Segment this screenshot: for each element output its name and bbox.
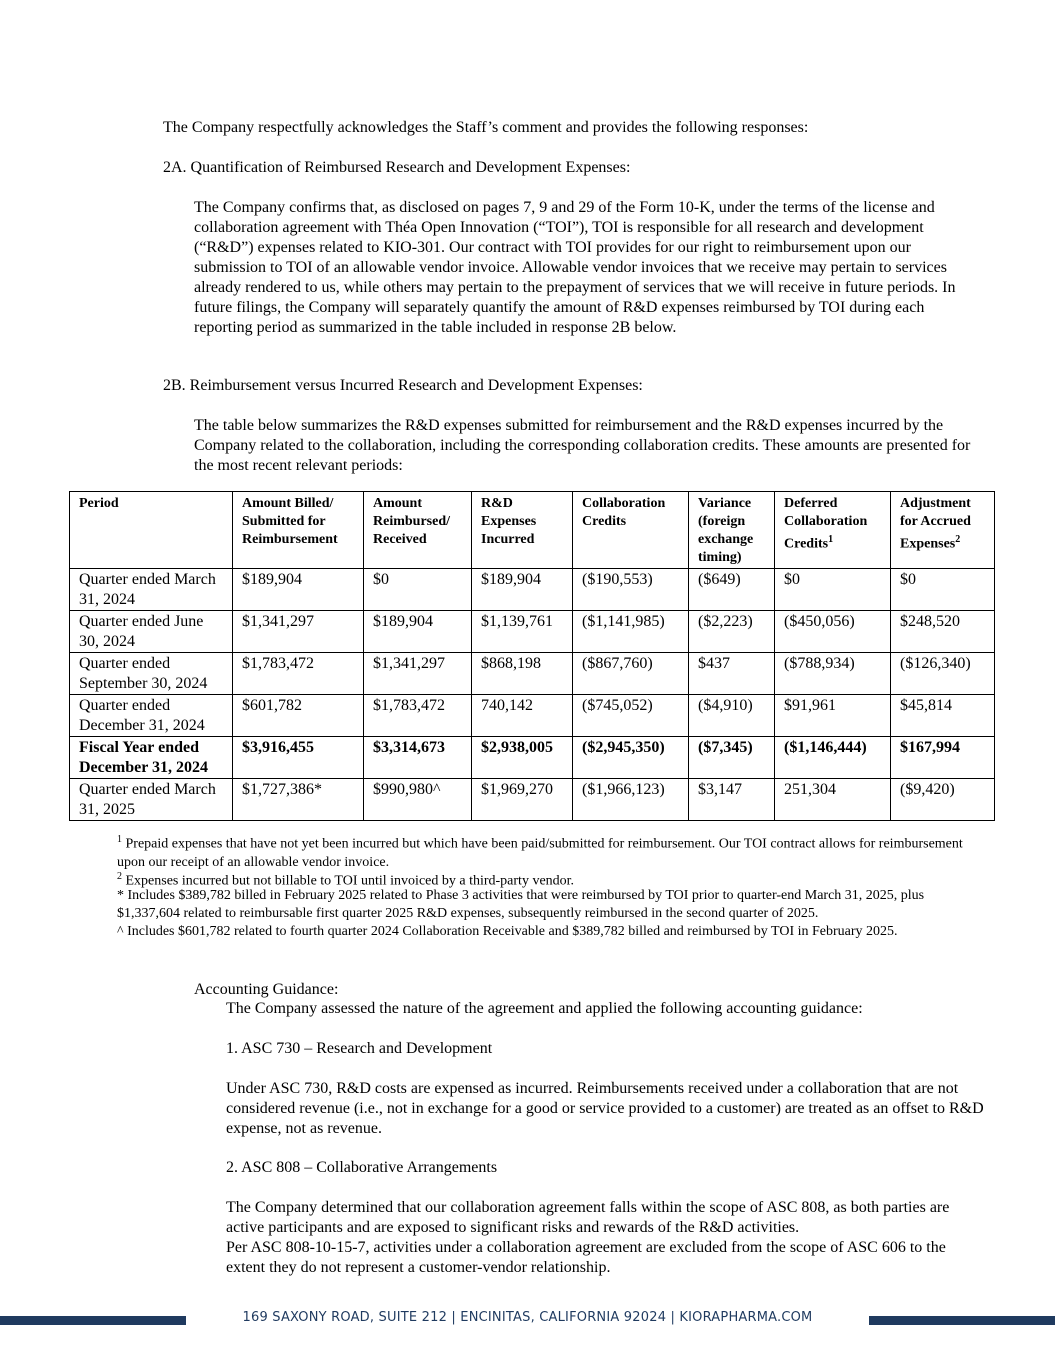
cell-credits: ($190,553) [573, 569, 689, 611]
cell-variance: ($4,910) [689, 695, 775, 737]
guidance-intro: The Company assessed the nature of the agreement and applied the following accounting guidance: [226, 1000, 863, 1017]
footer-bar-left [0, 1316, 186, 1325]
cell-rd: $1,969,270 [472, 779, 573, 821]
cell-deferred: ($1,146,444) [775, 737, 891, 779]
cell-credits: ($2,945,350) [573, 737, 689, 779]
cell-variance: ($2,223) [689, 611, 775, 653]
section-2b-body: The table below summarizes the R&D expenses submitted for reimbursement and the R&D expenses incurred by the Company related to the collaboration, including the corresponding collaboration credits. These amounts are presented for the most recent relevant periods: [194, 417, 971, 474]
cell-billed: $1,727,386* [233, 779, 364, 821]
rd-reimbursement-table [69, 491, 995, 821]
cell-adjustment: $167,994 [891, 737, 995, 779]
footnote-1: $^1$ Prepaid expenses that have not yet been incurred but which have been paid/submitted for reimbursement. Our TOI contract allows for reimbursement upon our receipt of an allowable vendor invoice. [117, 834, 963, 870]
cell-rd: 740,142 [472, 695, 573, 737]
cell-rd: $868,198 [472, 653, 573, 695]
footer-bar-right [869, 1316, 1055, 1325]
cell-period: Quarter ended March 31, 2024 [70, 569, 233, 611]
cell-billed: $3,916,455 [233, 737, 364, 779]
cell-period: Quarter ended September 30, 2024 [70, 653, 233, 695]
guidance-item-2-title: 2. ASC 808 – Collaborative Arrangements [226, 1159, 498, 1176]
cell-deferred: ($450,056) [775, 611, 891, 653]
cell-credits: ($745,052) [573, 695, 689, 737]
cell-billed: $1,783,472 [233, 653, 364, 695]
guidance-item-2-body-a: The Company determined that our collaboration agreement falls within the scope of ASC 808, as both parties are active participants and are exposed to significant risks and rewards of the R&D activities. [226, 1199, 950, 1236]
cell-adjustment: $0 [891, 569, 995, 611]
cell-adjustment: ($126,340) [891, 653, 995, 695]
cell-reimbursed: $0 [364, 569, 472, 611]
header-adjustment: Adjustment for Accrued Expenses$^2$ [891, 492, 995, 569]
cell-period: Quarter ended December 31, 2024 [70, 695, 233, 737]
cell-variance: ($649) [689, 569, 775, 611]
header-period: Period [70, 492, 233, 569]
header-amount-reimbursed: Amount Reimbursed/ Received [364, 492, 472, 569]
guidance-heading: Accounting Guidance: [194, 981, 339, 998]
footnote-star: * Includes $389,782 billed in February 2025 related to Phase 3 activities that were reimbursed by TOI prior to quarter-end March 31, 2025, plus $1,337,604 related to reimbursable first quarter 2025 R&D expenses, subsequently reimbursed in the second quarter of 2025. [117, 888, 925, 921]
cell-rd: $189,904 [472, 569, 573, 611]
table-row [70, 569, 995, 611]
cell-deferred: 251,304 [775, 779, 891, 821]
cell-rd: $2,938,005 [472, 737, 573, 779]
table-row [70, 779, 995, 821]
footnote-caret: ^ Includes $601,782 related to fourth quarter 2024 Collaboration Receivable and $389,782 billed and reimbursed by TOI in February 2025. [117, 924, 898, 939]
table-row [70, 695, 995, 737]
cell-period: Quarter ended March 31, 2025 [70, 779, 233, 821]
cell-reimbursed: $990,980^ [364, 779, 472, 821]
cell-billed: $601,782 [233, 695, 364, 737]
cell-reimbursed: $3,314,673 [364, 737, 472, 779]
header-rd-expenses: R&D Expenses Incurred [472, 492, 573, 569]
guidance-item-2-body-b: Per ASC 808-10-15-7, activities under a collaboration agreement are excluded from the scope of ASC 606 to the extent they do not represent a customer-vendor relationship. [226, 1239, 946, 1276]
header-amount-billed: Amount Billed/ Submitted for Reimbursement [233, 492, 364, 569]
cell-reimbursed: $1,341,297 [364, 653, 472, 695]
cell-reimbursed: $189,904 [364, 611, 472, 653]
cell-billed: $1,341,297 [233, 611, 364, 653]
guidance-item-1-title: 1. ASC 730 – Research and Development [226, 1040, 493, 1057]
cell-variance: $3,147 [689, 779, 775, 821]
page-footer [0, 1306, 1055, 1334]
cell-credits: ($867,760) [573, 653, 689, 695]
cell-variance: ($7,345) [689, 737, 775, 779]
cell-deferred: $91,961 [775, 695, 891, 737]
cell-variance: $437 [689, 653, 775, 695]
table-row [70, 611, 995, 653]
cell-adjustment: ($9,420) [891, 779, 995, 821]
table-header-row [70, 492, 995, 569]
header-collaboration-credits: Collaboration Credits [573, 492, 689, 569]
cell-rd: $1,139,761 [472, 611, 573, 653]
header-deferred-credits: Deferred Collaboration Credits$^1$ [775, 492, 891, 569]
cell-period: Quarter ended June 30, 2024 [70, 611, 233, 653]
cell-reimbursed: $1,783,472 [364, 695, 472, 737]
footnote-2: $^2$ Expenses incurred but not billable to TOI until invoiced by a third-party vendor. [117, 871, 575, 889]
cell-deferred: ($788,934) [775, 653, 891, 695]
cell-credits: ($1,966,123) [573, 779, 689, 821]
cell-credits: ($1,141,985) [573, 611, 689, 653]
section-2b-heading: 2B. Reimbursement versus Incurred Research and Development Expenses: [163, 377, 643, 394]
cell-billed: $189,904 [233, 569, 364, 611]
cell-adjustment: $248,520 [891, 611, 995, 653]
table-row [70, 653, 995, 695]
guidance-item-1-body: Under ASC 730, R&D costs are expensed as incurred. Reimbursements received under a collaboration that are not considered revenue (i.e., not in exchange for a good or service provided to a customer) are treated as an offset to R&D expense, not as revenue. [226, 1080, 984, 1137]
section-2a-heading: 2A. Quantification of Reimbursed Research and Development Expenses: [163, 159, 631, 176]
cell-deferred: $0 [775, 569, 891, 611]
intro-text: The Company respectfully acknowledges the Staff’s comment and provides the following responses: [163, 119, 809, 136]
footer-address: 169 SAXONY ROAD, SUITE 212 | ENCINITAS, CALIFORNIA 92024 | KIORAPHARMA.COM [242, 1310, 813, 1325]
table-row-fiscal-year-total [70, 737, 995, 779]
cell-period: Fiscal Year ended December 31, 2024 [70, 737, 233, 779]
cell-adjustment: $45,814 [891, 695, 995, 737]
section-2a-body: The Company confirms that, as disclosed on pages 7, 9 and 29 of the Form 10-K, under the terms of the license and collaboration agreement with Théa Open Innovation (“TOI”), TOI is responsible for all research and development (“R&D”) expenses related to KIO-301. Our contract with TOI provides for our right to reimbursement upon our submission to TOI of an allowable vendor invoice. Allowable vendor invoices that we receive may pertain to services already rendered to us, while others may pertain to the prepayment of services that we will receive in future periods. In future filings, the Company will separately quantify the amount of R&D expenses reimbursed by TOI during each reporting period as summarized in the table included in response 2B below. [194, 199, 956, 336]
header-variance: Variance (foreign exchange timing) [689, 492, 775, 569]
